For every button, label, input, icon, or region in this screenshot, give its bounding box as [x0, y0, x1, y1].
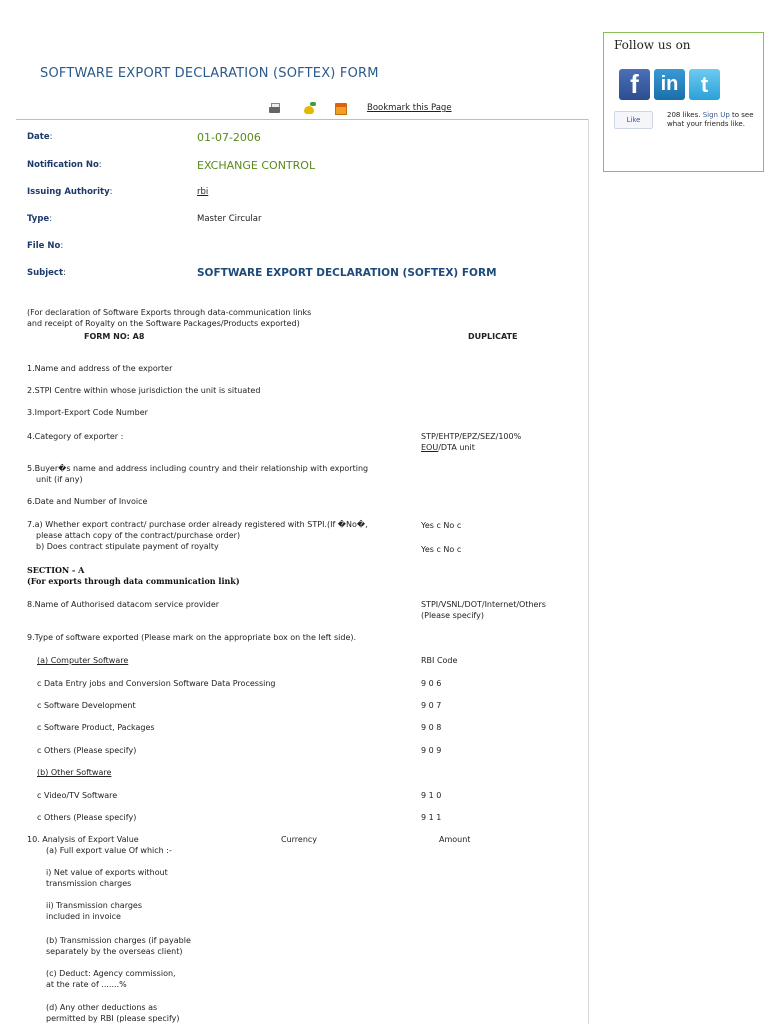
software-row[interactable]: c Software Development	[37, 701, 136, 710]
page-title: SOFTWARE EXPORT DECLARATION (SOFTEX) FORM	[40, 66, 379, 81]
other-software-code: 9 1 0	[421, 791, 442, 800]
likes-summary: 208 likes. Sign Up to see what your friends like.	[667, 111, 754, 128]
currency-heading: Currency	[281, 835, 318, 844]
bookmark-link[interactable]: Bookmark this Page	[367, 103, 452, 113]
item-9: 9.Type of software exported (Please mark on the appropriate box on the left side).	[27, 633, 357, 642]
intro-text: (For declaration of Software Exports through data-communication links and receipt of Royalty on the Software Packages/Products exported)	[27, 308, 312, 328]
issuing-authority-value	[197, 187, 208, 197]
twitter-icon[interactable]: t	[689, 69, 720, 100]
issuing-authority-link[interactable]: rbi	[197, 187, 209, 197]
item-10-b: (b) Transmission charges (if payable separately by the overseas client)	[46, 936, 191, 956]
item-7b-choice[interactable]: Yes c No c	[421, 545, 462, 554]
item-8: 8.Name of Authorised datacom service provider	[27, 600, 220, 609]
item-10-i: i) Net value of exports without transmission charges	[46, 868, 168, 888]
file-no-label: File No:	[27, 241, 64, 251]
other-software-row[interactable]: c Video/TV Software	[37, 791, 118, 800]
rbi-code-heading: RBI Code	[421, 656, 458, 665]
software-code: 9 0 7	[421, 701, 442, 710]
other-software-code: 9 1 1	[421, 813, 442, 822]
follow-us-title: Follow us on	[614, 38, 691, 52]
eou-link[interactable]: EOU	[421, 443, 439, 452]
section-a-heading: SECTION - A (For exports through data communication link)	[27, 565, 240, 586]
item-10-c: (c) Deduct: Agency commission, at the rate of .......%	[46, 969, 176, 989]
item-2: 2.STPI Centre within whose jurisdiction the unit is situated	[27, 386, 261, 395]
other-software-row[interactable]: c Others (Please specify)	[37, 813, 137, 822]
notification-label: Notification No:	[27, 160, 102, 170]
date-value: 01-07-2006	[197, 131, 261, 144]
item-10-d: (d) Any other deductions as permitted by RBI (please specify)	[46, 1003, 180, 1023]
software-row[interactable]: c Data Entry jobs and Conversion Software Data Processing	[37, 679, 276, 688]
email-icon[interactable]	[335, 103, 348, 115]
follow-us-box	[603, 32, 764, 172]
software-code: 9 0 6	[421, 679, 442, 688]
software-code: 9 0 9	[421, 746, 442, 755]
issuing-authority-label: Issuing Authority:	[27, 187, 113, 197]
software-row[interactable]: c Others (Please specify)	[37, 746, 137, 755]
item-4-options: STP/EHTP/EPZ/SEZ/100% EOU/DTA unit	[421, 432, 522, 452]
item-4: 4.Category of exporter :	[27, 432, 124, 441]
amount-heading: Amount	[439, 835, 471, 844]
print-icon[interactable]	[268, 103, 281, 115]
type-value: Master Circular	[197, 214, 262, 224]
other-software-heading: (b) Other Software	[37, 768, 112, 777]
subject-label: Subject:	[27, 268, 66, 278]
item-7a-choice[interactable]: Yes c No c	[421, 521, 462, 530]
divider	[16, 119, 588, 120]
item-6: 6.Date and Number of Invoice	[27, 497, 148, 506]
notification-value: EXCHANGE CONTROL	[197, 159, 316, 172]
item-3: 3.Import-Export Code Number	[27, 408, 148, 417]
item-5: 5.Buyer�s name and address including country and their relationship with exporting unit (if any)	[27, 464, 369, 484]
item-8-options: STPI/VSNL/DOT/Internet/Others (Please specify)	[421, 600, 546, 620]
duplicate-label: DUPLICATE	[468, 332, 518, 341]
like-button[interactable]: Like	[614, 111, 653, 129]
computer-software-heading: (a) Computer Software	[37, 656, 129, 665]
subject-value: SOFTWARE EXPORT DECLARATION (SOFTEX) FORM	[197, 267, 497, 279]
date-label: Date:	[27, 132, 53, 142]
item-10-ii: ii) Transmission charges included in invoice	[46, 901, 143, 921]
linkedin-icon[interactable]: in	[654, 69, 685, 100]
content-border	[588, 119, 589, 1024]
hand-icon[interactable]	[303, 103, 316, 115]
sign-up-link[interactable]: Sign Up	[702, 111, 730, 119]
form-number: FORM NO: A8	[84, 332, 145, 341]
facebook-icon[interactable]: f	[619, 69, 650, 100]
software-code: 9 0 8	[421, 723, 442, 732]
item-7: 7.a) Whether export contract/ purchase order already registered with STPI.(If �No�, please attach copy of the contract/purchase order) b) Does contract stipulate payment of royalty	[27, 520, 368, 551]
type-label: Type:	[27, 214, 53, 224]
item-10: 10. Analysis of Export Value (a) Full export value Of which :-	[27, 835, 172, 855]
item-1: 1.Name and address of the exporter	[27, 364, 173, 373]
software-row[interactable]: c Software Product, Packages	[37, 723, 155, 732]
